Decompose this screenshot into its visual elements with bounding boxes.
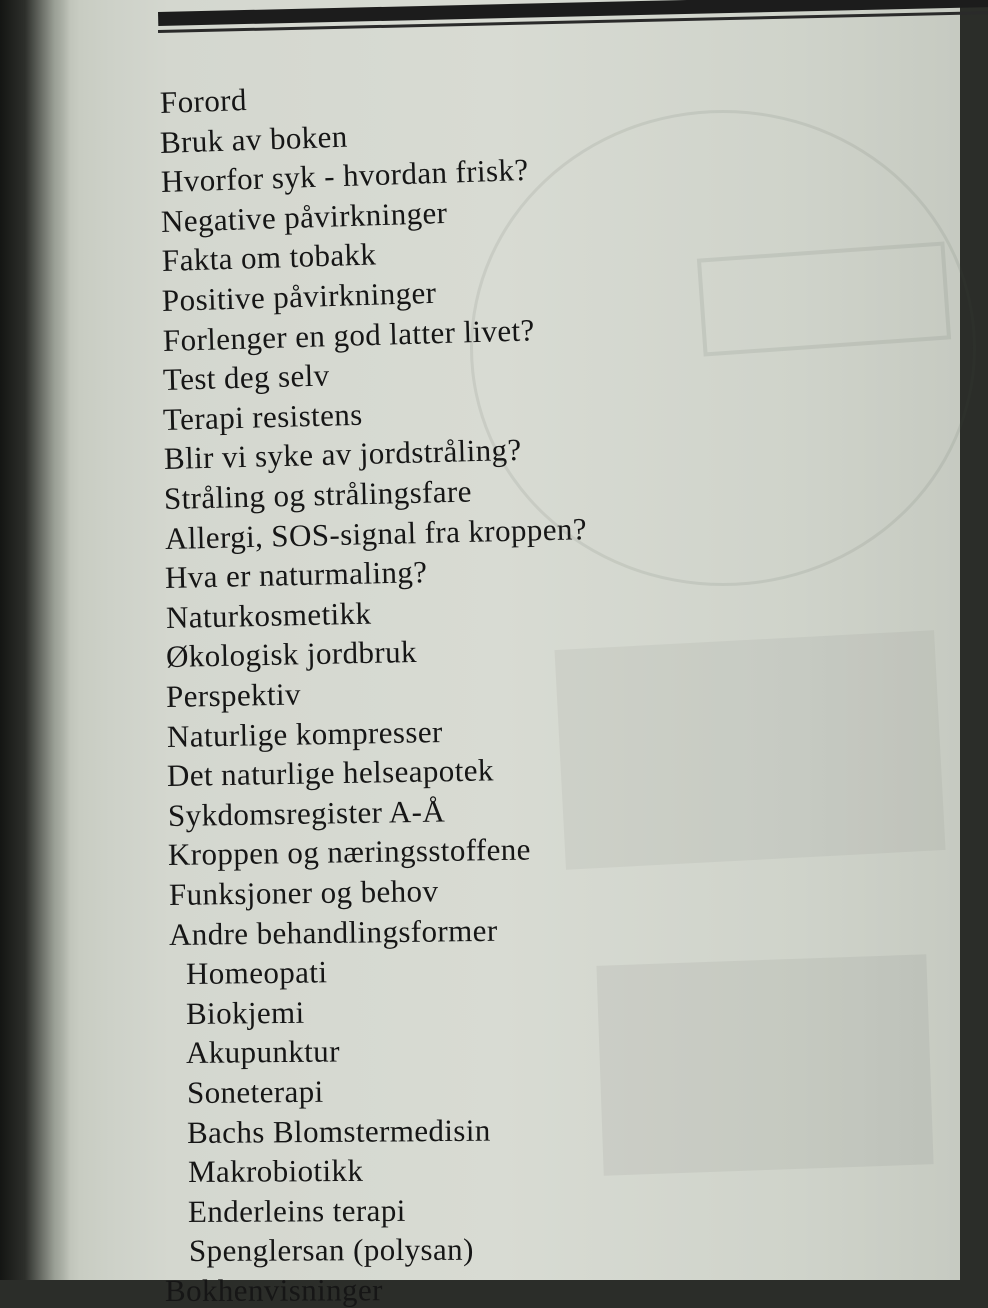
toc-subentry: Soneterapi xyxy=(186,1073,324,1110)
toc-subentry: Enderleins terapi xyxy=(187,1192,406,1229)
toc-subentry: Homeopati xyxy=(185,954,328,992)
toc-entry: Bokhenvisninger xyxy=(164,1272,383,1308)
toc-entry: Naturkosmetikk xyxy=(165,595,372,635)
toc-subentry: Makrobiotikk xyxy=(187,1153,363,1190)
toc-subentry: Biokjemi xyxy=(185,994,305,1031)
toc-entry: Sykdomsregister A-Å xyxy=(167,793,446,833)
toc-entry: Forlenger en god latter livet? xyxy=(162,311,535,358)
toc-entry: Økologisk jordbruk xyxy=(165,634,418,675)
toc-entry: Positive påvirkninger xyxy=(161,274,438,318)
toc-entry: Blir vi syke av jordstråling? xyxy=(163,432,522,477)
toc-entry: Fakta om tobakk xyxy=(161,236,377,279)
toc-entry: Hva er naturmaling? xyxy=(164,554,428,596)
toc-subentry: Akupunktur xyxy=(186,1033,341,1071)
toc-entry: Stråling og strålingsfare xyxy=(163,473,473,516)
toc-entry: Allergi, SOS-signal fra kroppen? xyxy=(164,510,588,556)
toc-entry: Hvorfor syk - hvordan frisk? xyxy=(160,152,529,200)
toc-entry: Terapi resistens xyxy=(162,396,364,437)
toc-entry: Funksjoner og behov xyxy=(168,873,439,912)
toc-entry: Forord xyxy=(159,81,248,120)
toc-entry: Negative påvirkninger xyxy=(160,194,449,239)
toc-entry: Naturlige kompresser xyxy=(166,713,443,754)
toc-subentry: Spenglersan (polysan) xyxy=(188,1232,474,1269)
toc-entry: Test deg selv xyxy=(162,357,331,398)
toc-entry: Kroppen og næringsstoffene xyxy=(167,831,532,873)
toc-entry: Det naturlige helseapotek xyxy=(166,752,495,794)
toc-entry: Perspektiv xyxy=(166,676,302,714)
toc-entry: Bruk av boken xyxy=(159,118,349,160)
toc-entry: Andre behandlingsformer xyxy=(168,912,498,952)
toc-subentry: Bachs Blomstermedisin xyxy=(187,1112,492,1150)
